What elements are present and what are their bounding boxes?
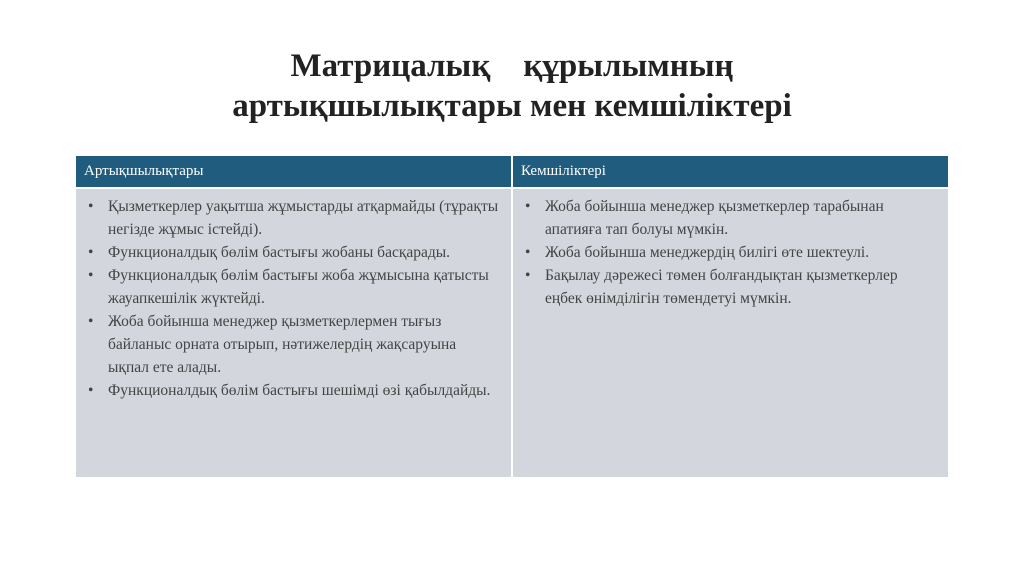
list-item [521, 264, 938, 310]
header-disadvantages: Кемшіліктері [512, 156, 948, 188]
title-line-2: артықшылықтары мен кемшіліктері [232, 88, 792, 124]
list-item [84, 379, 501, 402]
list-item-text: Жоба бойынша менеджер қызметкерлер тарабынан апатияға тап болуы мүмкін. [545, 198, 884, 238]
list-item-text: Жоба бойынша менеджер қызметкерлермен тығыз байланыс орната отырып, нәтижелердің жақсаруына ықпал ете алады. [108, 313, 457, 376]
comparison-table [76, 156, 948, 477]
slide-title [60, 46, 964, 126]
bullet: • [88, 267, 94, 284]
disadvantages-cell [512, 188, 948, 477]
table-row [76, 188, 948, 477]
list-item [84, 310, 501, 379]
list-item-text: Қызметкерлер уақытша жұмыстарды атқармайды (тұрақты негізде жұмыс істейді). [108, 198, 499, 238]
title-line-1: Матрицалық құрылымның [290, 48, 734, 84]
advantages-cell [76, 188, 512, 477]
list-item-text: Бақылау дәрежесі төмен болғандықтан қызметкерлер еңбек өнімділігін төмендетуі мүмкін. [545, 267, 898, 307]
list-item [521, 241, 938, 264]
list-item [521, 195, 938, 241]
list-item [84, 241, 501, 264]
header-advantages: Артықшылықтары [76, 156, 512, 188]
bullet: • [88, 313, 94, 330]
bullet: • [88, 244, 94, 261]
bullet: • [88, 198, 94, 215]
disadvantages-list [521, 195, 938, 310]
list-item [84, 264, 501, 310]
list-item-text: Функционалдық бөлім бастығы шешімді өзі қабылдайды. [108, 382, 491, 399]
bullet: • [88, 382, 94, 399]
bullet: • [525, 244, 531, 261]
table-header-row [76, 156, 948, 188]
list-item-text: Функционалдық бөлім бастығы жоба жұмысына қатысты жауапкешілік жүктейді. [108, 267, 489, 307]
bullet: • [525, 267, 531, 284]
list-item [84, 195, 501, 241]
list-item-text: Жоба бойынша менеджердің билігі өте шектеулі. [545, 244, 870, 261]
advantages-list [84, 195, 501, 402]
list-item-text: Функционалдық бөлім бастығы жобаны басқарады. [108, 244, 451, 261]
bullet: • [525, 198, 531, 215]
